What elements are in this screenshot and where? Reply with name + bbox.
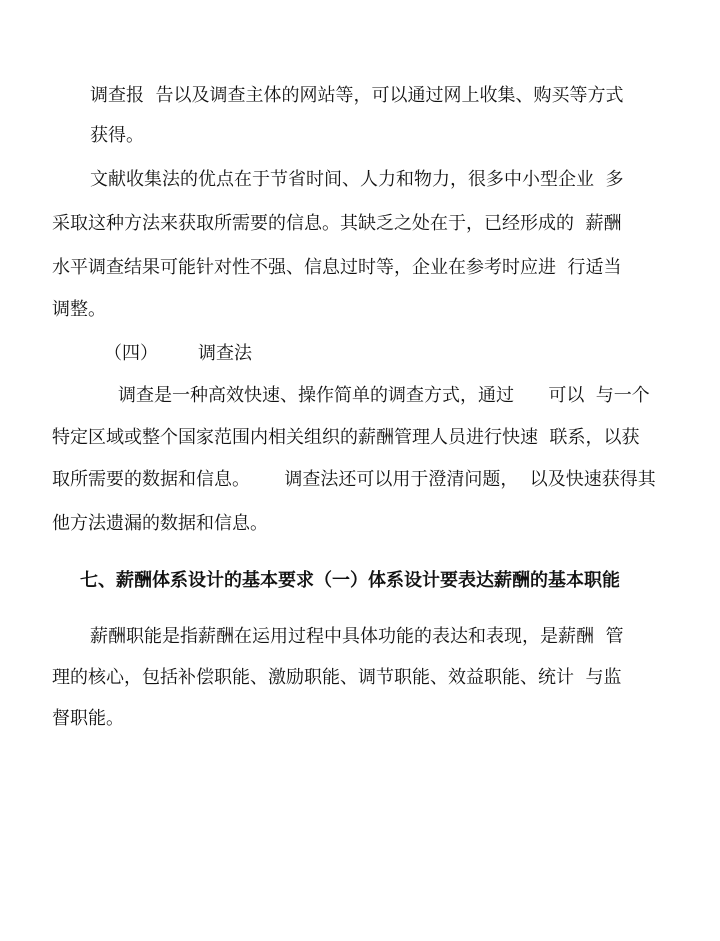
paragraph-2-line-2: 采取这种方法来获取所需要的信息。其缺乏之处在于，已经形成的 薪酬 (52, 213, 622, 234)
paragraph-3-line-4: 他方法遗漏的数据和信息。 (52, 513, 268, 534)
section-heading: 七、薪酬体系设计的基本要求（一）体系设计要表达薪酬的基本职能 (80, 570, 620, 591)
paragraph-3-line-3: 取所需要的数据和信息。 调查法还可以用于澄清问题， 以及快速获得其 (52, 469, 656, 490)
paragraph-2-line-3: 水平调查结果可能针对性不强、信息过时等，企业在参考时应进 行适当 (52, 257, 622, 278)
paragraph-4-line-2: 理的核心，包括补偿职能、激励职能、调节职能、效益职能、统计 与监 (52, 667, 622, 688)
paragraph-4-line-1: 薪酬职能是指薪酬在运用过程中具体功能的表达和表现，是薪酬 管 (90, 626, 624, 647)
paragraph-3-line-1: 调查是一种高效快速、操作简单的调查方式，通过 可以 与一个 (118, 385, 650, 406)
paragraph-2-line-1: 文献收集法的优点在于节省时间、人力和物力，很多中小型企业 多 (90, 169, 624, 190)
paragraph-2-line-4: 调整。 (52, 299, 106, 320)
paragraph-4-line-3: 督职能。 (52, 708, 124, 729)
paragraph-3-line-2: 特定区域或整个国家范围内相关组织的薪酬管理人员进行快速 联系，以获 (52, 427, 640, 448)
subsection-heading: （四） 调查法 (104, 343, 253, 364)
paragraph-1-line-1: 调查报 告以及调查主体的网站等，可以通过网上收集、购买等方式 (90, 85, 624, 106)
paragraph-1-line-2: 获得。 (90, 125, 144, 146)
